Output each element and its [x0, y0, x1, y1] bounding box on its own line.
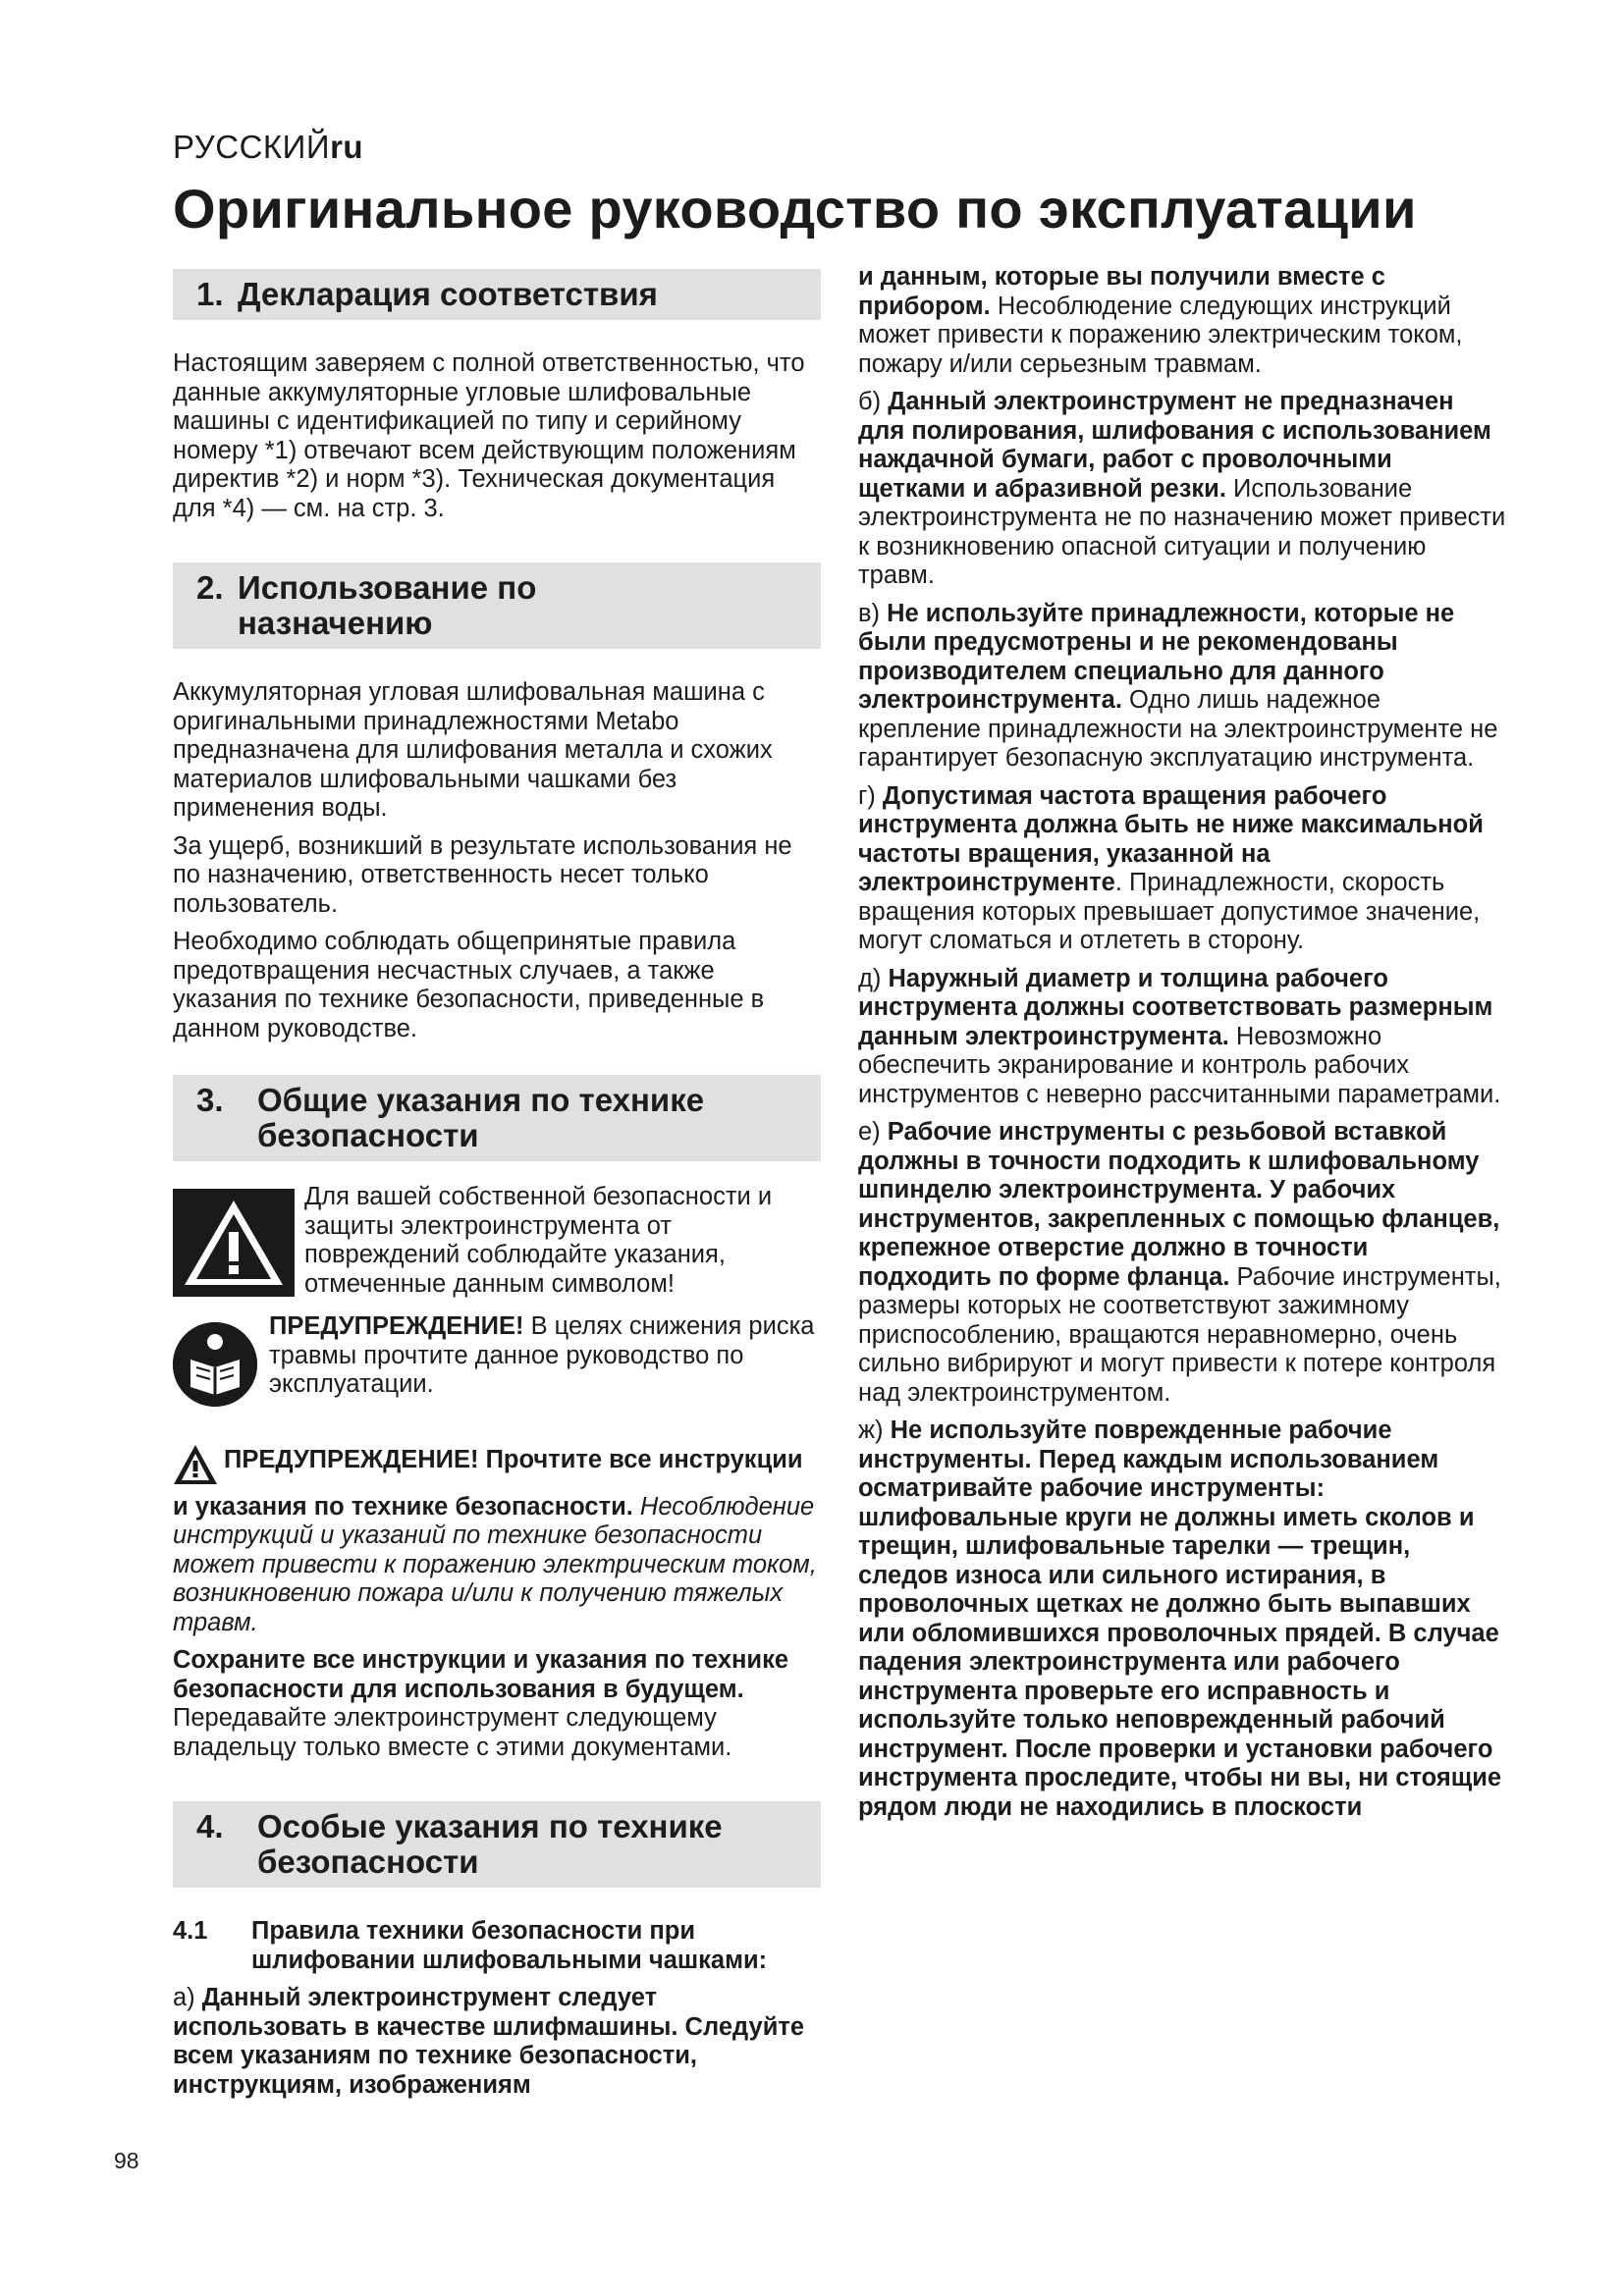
rule-g-paragraph	[858, 1416, 1506, 1822]
rule-f-prefix: е)	[858, 1118, 888, 1146]
warning-triangle-icon	[173, 1189, 295, 1297]
section-3-heading	[173, 1075, 821, 1161]
rule-e-bold: Наружный диаметр и толщина рабочего инструмента должны соответствовать размерным данным электроинструмента.	[858, 964, 1493, 1050]
section-4-title: Особые указания по технике безопасности	[257, 1808, 723, 1880]
section-1-number: 1.	[196, 276, 224, 312]
subsection-4-1-heading	[173, 1917, 821, 1975]
language-label	[173, 128, 363, 167]
rule-a-prefix: а)	[173, 1984, 202, 2011]
rule-f-text: Рабочие инструменты, размеры которых не соответствуют зажимному приспособлению, вращаются неравномерно, очень сильно вибрируют и могут привести к потере контроля над электроинструментом.	[858, 1262, 1501, 1407]
read-manual-icon	[173, 1322, 257, 1407]
section-2-number: 2.	[196, 569, 224, 606]
rule-e-prefix: д)	[858, 964, 889, 992]
rule-f-paragraph	[858, 1118, 1506, 1408]
rule-e-paragraph	[858, 965, 1506, 1110]
rule-e-text: Невозможно обеспечить экранирование и контроль рабочих инструментов с неверно рассчитанными параметрами.	[858, 1022, 1501, 1108]
general-warning-paragraph	[173, 1446, 821, 1637]
safety-symbol-text: Для вашей собственной безопасности и защиты электроинструмента от повреждений соблюдайте указания, отмеченные данным символом!	[304, 1183, 773, 1298]
read-manual-warning-label: ПРЕДУПРЕЖДЕНИЕ!	[269, 1312, 524, 1340]
rule-g-bold: Не используйте поврежденные рабочие инструменты. Перед каждым использованием осматривайте рабочие инструменты: шлифовальные круги не должны иметь сколов и трещин, шлифовальные тарелки — трещин, следов износа или сильного истирания, в проволочных щетках не должно быть выпавших или обломившихся проволочных прядей. В случае падения электроинструмента или рабочего инструмента проверьте его исправность и используйте только неповрежденный рабочий инструмент. После проверки и установки рабочего инструмента проследите, чтобы ни вы, ни стоящие рядом люди не находились в плоскости	[858, 1416, 1502, 1821]
rule-a-bold: Данный электроинструмент следует использовать в качестве шлифмашины. Следуйте всем указаниям по технике безопасности, инструкциям, изображениям	[173, 1984, 805, 2099]
rule-c-text: Одно лишь надежное крепление принадлежности на электроинструменте не гарантирует безопасную эксплуатацию инструмента.	[858, 686, 1498, 772]
general-warning-bold: ПРЕДУПРЕЖДЕНИЕ! Прочтите все инструкции и указания по технике безопасности.	[173, 1446, 803, 1521]
section-1-title: Декларация соответствия	[238, 276, 658, 312]
subsection-4-1-number: 4.1	[173, 1917, 208, 1945]
document-title: Оригинальное руководство по эксплуатации	[173, 178, 1417, 240]
warning-triangle-icon-graphic	[173, 1189, 295, 1297]
section-2-title-line2: назначению	[238, 605, 433, 641]
rule-c-paragraph	[858, 600, 1506, 774]
declaration-paragraph: Настоящим заверяем с полной ответственностью, что данные аккумуляторные угловые шлифовальные машины с идентификацией по типу и серийному номеру *1) отвечают всем действующим положениям директив *2) и норм *3). Техническая документация для *4) — см. на стр. 3.	[173, 349, 805, 522]
rule-c-prefix: в)	[858, 599, 888, 627]
rule-d-text: . Принадлежности, скорость вращения которых превышает допустимое значение, могут сломаться и отлететь в сторону.	[858, 869, 1481, 954]
left-column	[173, 269, 821, 2100]
intended-use-paragraph-1: Аккумуляторная угловая шлифовальная машина с оригинальными принадлежностями Metabo предназначена для шлифования металла и схожих материалов шлифовальными чашками без применения воды.	[173, 678, 773, 822]
section-3-number: 3.	[196, 1082, 224, 1118]
rule-d-prefix: г)	[858, 781, 883, 810]
rule-b-text: Использование электроинструмента не по назначению может привести к возникновению опасной ситуации и получению травм.	[858, 474, 1506, 589]
read-manual-paragraph	[269, 1312, 821, 1400]
rule-a-continued-text: Несоблюдение следующих инструкций может привести к поражению электрическим током, пожару и/или серьезным травмам.	[858, 292, 1463, 378]
right-column	[858, 263, 1506, 1822]
rule-d-bold: Допустимая частота вращения рабочего инструмента должна быть не ниже максимальной частоты вращения, указанной на электроинструменте	[858, 781, 1484, 896]
language-code: ru	[330, 129, 364, 165]
section-4-number: 4.	[196, 1808, 224, 1844]
section-3-title: Общие указания по технике безопасности	[257, 1082, 705, 1153]
small-warning-icon	[173, 1444, 218, 1493]
general-warning-italic: Несоблюдение инструкций и указаний по технике безопасности может привести к поражению электрическим током, возникновению пожара и/или к получению тяжелых травм.	[173, 1492, 817, 1636]
intended-use-paragraph-2: За ущерб, возникший в результате использования не по назначению, ответственность несет только пользователь.	[173, 831, 792, 918]
page-number: 98	[114, 2148, 139, 2173]
rule-c-bold: Не используйте принадлежности, которые не были предусмотрены и не рекомендованы производителем специально для данного электроинструмента.	[858, 599, 1455, 714]
language-name: РУССКИЙ	[173, 129, 331, 165]
read-manual-note	[173, 1312, 821, 1407]
rule-a-paragraph	[173, 1984, 821, 2100]
rule-d-paragraph	[858, 782, 1506, 956]
rule-g-prefix: ж)	[858, 1416, 891, 1444]
read-manual-icon-graphic	[173, 1322, 257, 1407]
intended-use-paragraph-3: Необходимо соблюдать общепринятые правила предотвращения несчастных случаев, а также указания по технике безопасности, приведенные в данном руководстве.	[173, 928, 765, 1042]
section-2-heading	[173, 562, 821, 649]
keep-instructions-text: Передавайте электроинструмент следующему владельцу только вместе с этими документами.	[173, 1704, 732, 1761]
section-4-heading	[173, 1801, 821, 1888]
keep-instructions-bold	[173, 1646, 821, 1704]
small-warning-icon-graphic	[173, 1444, 218, 1485]
rule-b-prefix: б)	[858, 388, 889, 415]
section-2-title-line1: Использование по	[238, 569, 537, 606]
keep-instructions-title: Сохраните все инструкции и указания по технике безопасности для использования в будущем.	[173, 1646, 789, 1703]
rule-f-bold: Рабочие инструменты с резьбовой вставкой должны в точности подходить к шлифовальному шпинделю электроинструмента. У рабочих инструментов, закрепленных с помощью фланцев, крепежное отверстие должно в точности подходить по форме фланца.	[858, 1118, 1500, 1291]
subsection-4-1-title: Правила техники безопасности при шлифовании шлифовальными чашками:	[251, 1917, 768, 1974]
rule-a-continued-bold: и данным, которые вы получили вместе с прибором.	[858, 263, 1385, 320]
rule-b-paragraph	[858, 388, 1506, 591]
safety-symbol-note	[173, 1183, 821, 1299]
section-1-heading	[173, 269, 821, 320]
read-manual-text: В целях снижения риска травмы прочтите данное руководство по эксплуатации.	[269, 1312, 815, 1398]
rule-b-bold: Данный электроинструмент не предназначен для полирования, шлифования с использованием наждачной бумаги, работ с проволочными щетками и абразивной резки.	[858, 388, 1491, 503]
rule-a-continued	[858, 263, 1506, 379]
section-2-title	[238, 570, 811, 641]
